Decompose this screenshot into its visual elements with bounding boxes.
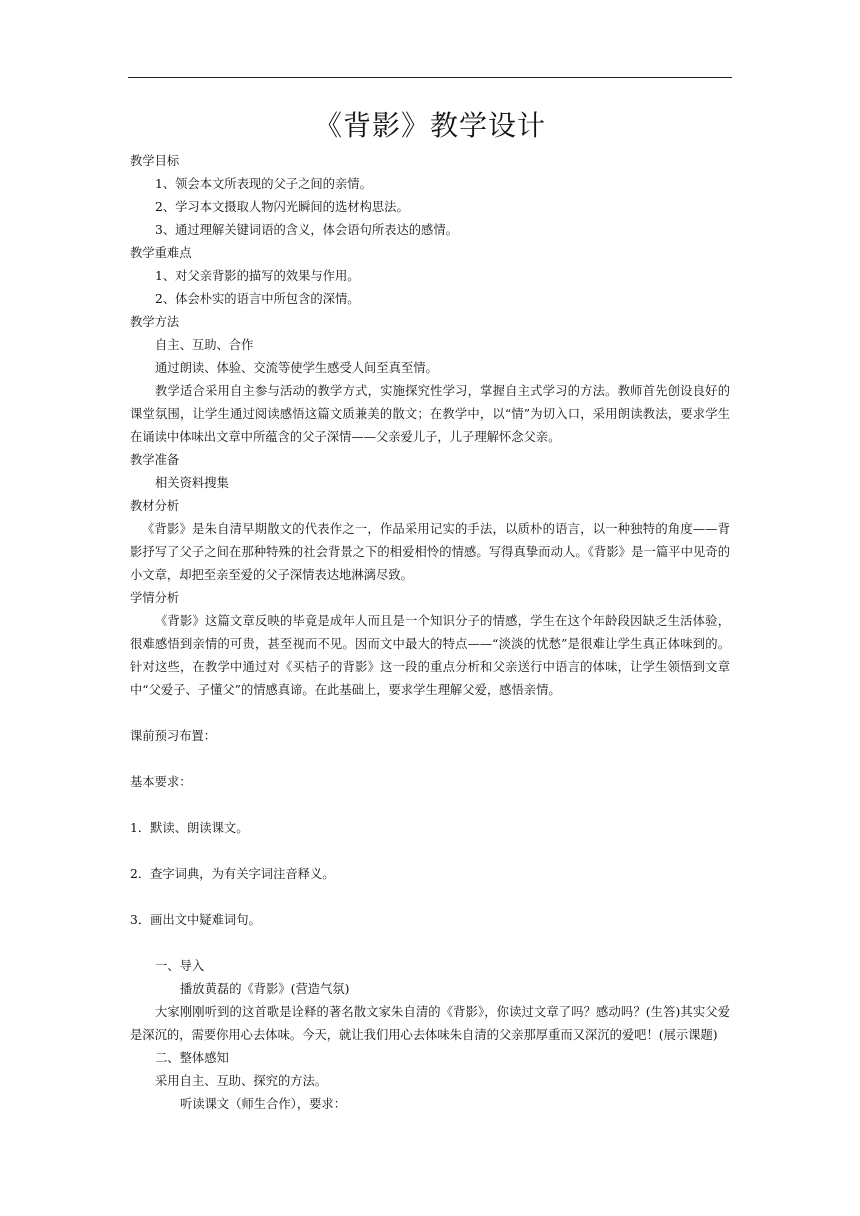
goals-heading: 教学目标 bbox=[130, 154, 180, 168]
method-line: 通过朗读、体验、交流等使学生感受人间至真至情。 bbox=[155, 361, 438, 375]
difficulty-item: 1、对父亲背影的描写的效果与作用。 bbox=[155, 269, 360, 283]
basic-heading: 基本要求： bbox=[130, 775, 192, 789]
basic-item: 2．查字词典，为有关字词注音释义。 bbox=[130, 867, 335, 881]
method-paragraph: 教学适合采用自主参与活动的教学方式，实施探究性学习，掌握自主式学习的方法。教师首先创设良好的课堂氛围，让学生通过阅读感悟这篇文质兼美的散文；在教学中，以“情”为切入口，采用朗读教法，要求学生在诵读中体味出文章中所蕴含的父子深情——父亲爱儿子，儿子理解怀念父亲。 bbox=[130, 384, 730, 444]
intro-paragraph: 大家刚刚听到的这首歌是诠释的著名散文家朱自清的《背影》，你读过文章了吗？感动吗？(生答)其实父爱是深沉的，需要你用心去体味。今天，就让我们用心去体味朱自清的父亲那厚重而又深沉的爱吧！(展示课题) bbox=[130, 1005, 730, 1042]
section-heading-overview: 二、整体感知 bbox=[155, 1051, 229, 1065]
goal-item: 3、通过理解关键词语的含义，体会语句所表达的感情。 bbox=[155, 223, 458, 237]
basic-item: 1．默读、朗读课文。 bbox=[130, 821, 249, 835]
basic-item: 3．画出文中疑难词句。 bbox=[130, 913, 261, 927]
student-heading: 学情分析 bbox=[130, 591, 180, 605]
prep-heading: 教学准备 bbox=[130, 453, 180, 467]
prep-line: 相关资料搜集 bbox=[155, 476, 229, 490]
document-body bbox=[130, 150, 730, 1116]
preview-heading: 课前预习布置： bbox=[130, 729, 217, 743]
intro-line: 播放黄磊的《背影》(营造气氛) bbox=[180, 982, 350, 996]
document-title: 《背影》教学设计 bbox=[313, 109, 546, 142]
method-heading: 教学方法 bbox=[130, 315, 180, 329]
student-paragraph: 《背影》这篇文章反映的毕竟是成年人而且是一个知识分子的情感，学生在这个年龄段因缺乏生活体验，很难感悟到亲情的可贵，甚至视而不见。因而文中最大的特点——“淡淡的忧愁”是很难让学生真正体味到的。针对这些，在教学中通过对《买桔子的背影》这一段的重点分析和父亲送行中语言的体味，让学生领悟到文章中“父爱子、子懂父”的情感真谛。在此基础上，要求学生理解父爱，感悟亲情。 bbox=[130, 614, 730, 697]
goal-item: 1、领会本文所表现的父子之间的亲情。 bbox=[155, 177, 372, 191]
overview-line: 听读课文（师生合作），要求： bbox=[180, 1097, 347, 1111]
header-rule bbox=[128, 77, 732, 78]
analysis-heading: 教材分析 bbox=[130, 499, 180, 513]
difficulty-item: 2、体会朴实的语言中所包含的深情。 bbox=[155, 292, 360, 306]
analysis-paragraph: 《背影》是朱自清早期散文的代表作之一，作品采用记实的手法，以质朴的语言，以一种独特的角度——背影抒写了父子之间在那种特殊的社会背景之下的相爱相怜的情感。写得真挚而动人。《背影》是一篇平中见奇的小文章，却把至亲至爱的父子深情表达地淋漓尽致。 bbox=[130, 522, 730, 582]
method-line: 自主、互助、合作 bbox=[155, 338, 254, 352]
section-heading-intro: 一、导入 bbox=[155, 959, 205, 973]
difficulty-heading: 教学重难点 bbox=[130, 246, 192, 260]
overview-line: 采用自主、互助、探究的方法。 bbox=[155, 1074, 328, 1088]
goal-item: 2、学习本文摄取人物闪光瞬间的选材构思法。 bbox=[155, 200, 409, 214]
